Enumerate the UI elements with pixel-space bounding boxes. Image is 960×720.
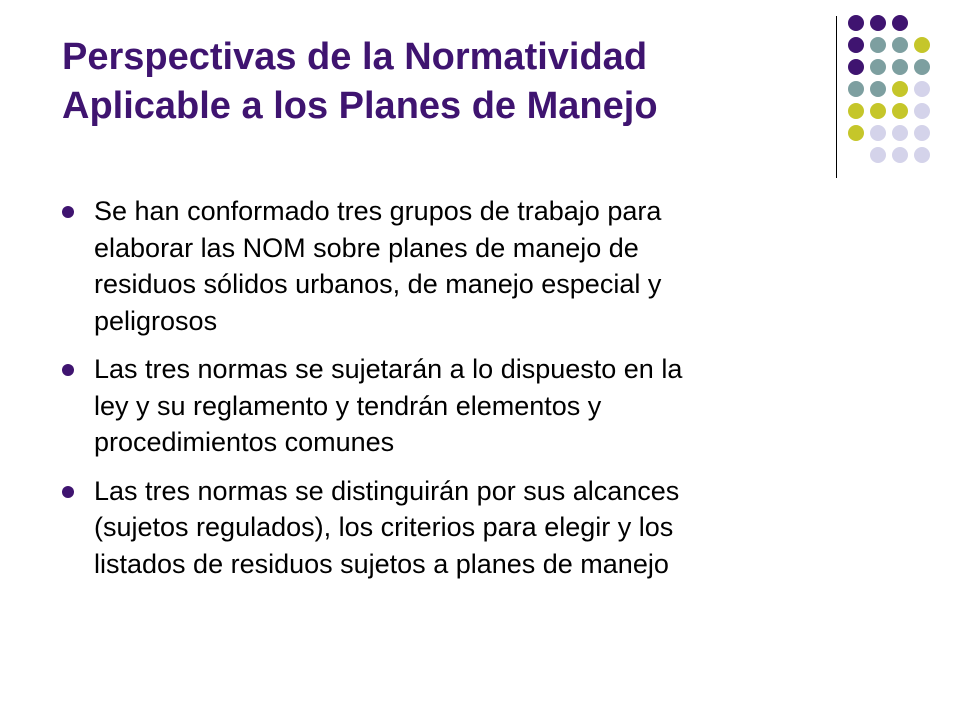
- decorative-dot-teal: [870, 59, 886, 75]
- bullet-list: [62, 193, 842, 594]
- decorative-dot-purple: [848, 59, 864, 75]
- decorative-dot-lavender: [914, 147, 930, 163]
- decorative-dot-teal: [892, 37, 908, 53]
- bullet-dot-icon: [62, 364, 74, 376]
- bullet-item-1: [62, 193, 842, 339]
- bullet-3-line-1: Las tres normas se distinguirán por sus alcances: [94, 475, 680, 506]
- decorative-dot-lavender: [892, 125, 908, 141]
- decorative-dot-olive: [892, 81, 908, 97]
- bullet-1-line-3: residuos sólidos urbanos, de manejo especial y: [94, 269, 662, 299]
- bullet-2-line-2: ley y su reglamento y tendrán elementos y: [94, 390, 602, 421]
- decorative-dot-olive: [914, 37, 930, 53]
- slide-title-line-1: Perspectivas de la Normatividad: [62, 36, 648, 78]
- slide-title: [62, 33, 822, 131]
- decorative-dot-teal: [892, 59, 908, 75]
- decorative-dot-lavender: [870, 147, 886, 163]
- decorative-dot-olive: [870, 103, 886, 119]
- bullet-3-line-2: (sujetos regulados), los criterios para elegir y los: [94, 512, 674, 542]
- decorative-dot-lavender: [892, 147, 908, 163]
- decorative-dot-lavender: [870, 125, 886, 141]
- title-divider-line: [836, 16, 837, 178]
- decorative-dot-teal: [870, 81, 886, 97]
- decorative-dot-purple: [848, 15, 864, 31]
- decorative-dot-teal: [914, 59, 930, 75]
- decorative-dot-lavender: [914, 81, 930, 97]
- bullet-2-line-1: Las tres normas se sujetarán a lo dispuesto en la: [94, 354, 683, 384]
- bullet-dot-icon: [62, 486, 74, 498]
- decorative-dot-purple: [892, 15, 908, 31]
- decorative-dot-lavender: [914, 103, 930, 119]
- decorative-dot-olive: [892, 103, 908, 119]
- bullet-dot-icon: [62, 206, 74, 218]
- decorative-dot-olive: [848, 103, 864, 119]
- bullet-item-3: [62, 473, 842, 583]
- decorative-dot-teal: [870, 37, 886, 53]
- decorative-dot-lavender: [914, 125, 930, 141]
- slide-title-line-2: Aplicable a los Planes de Manejo: [62, 85, 658, 127]
- decorative-dot-olive: [848, 125, 864, 141]
- bullet-2-line-3: procedimientos comunes: [94, 427, 395, 457]
- bullet-3-line-3: listados de residuos sujetos a planes de manejo: [94, 548, 669, 579]
- decorative-dot-purple: [870, 15, 886, 31]
- bullet-1-line-4: peligrosos: [94, 305, 218, 336]
- decorative-dot-purple: [848, 37, 864, 53]
- bullet-item-2: [62, 351, 842, 461]
- bullet-1-line-2: elaborar las NOM sobre planes de manejo de: [94, 232, 639, 263]
- bullet-1-line-1: Se han conformado tres grupos de trabajo para: [94, 196, 662, 226]
- decorative-dot-teal: [848, 81, 864, 97]
